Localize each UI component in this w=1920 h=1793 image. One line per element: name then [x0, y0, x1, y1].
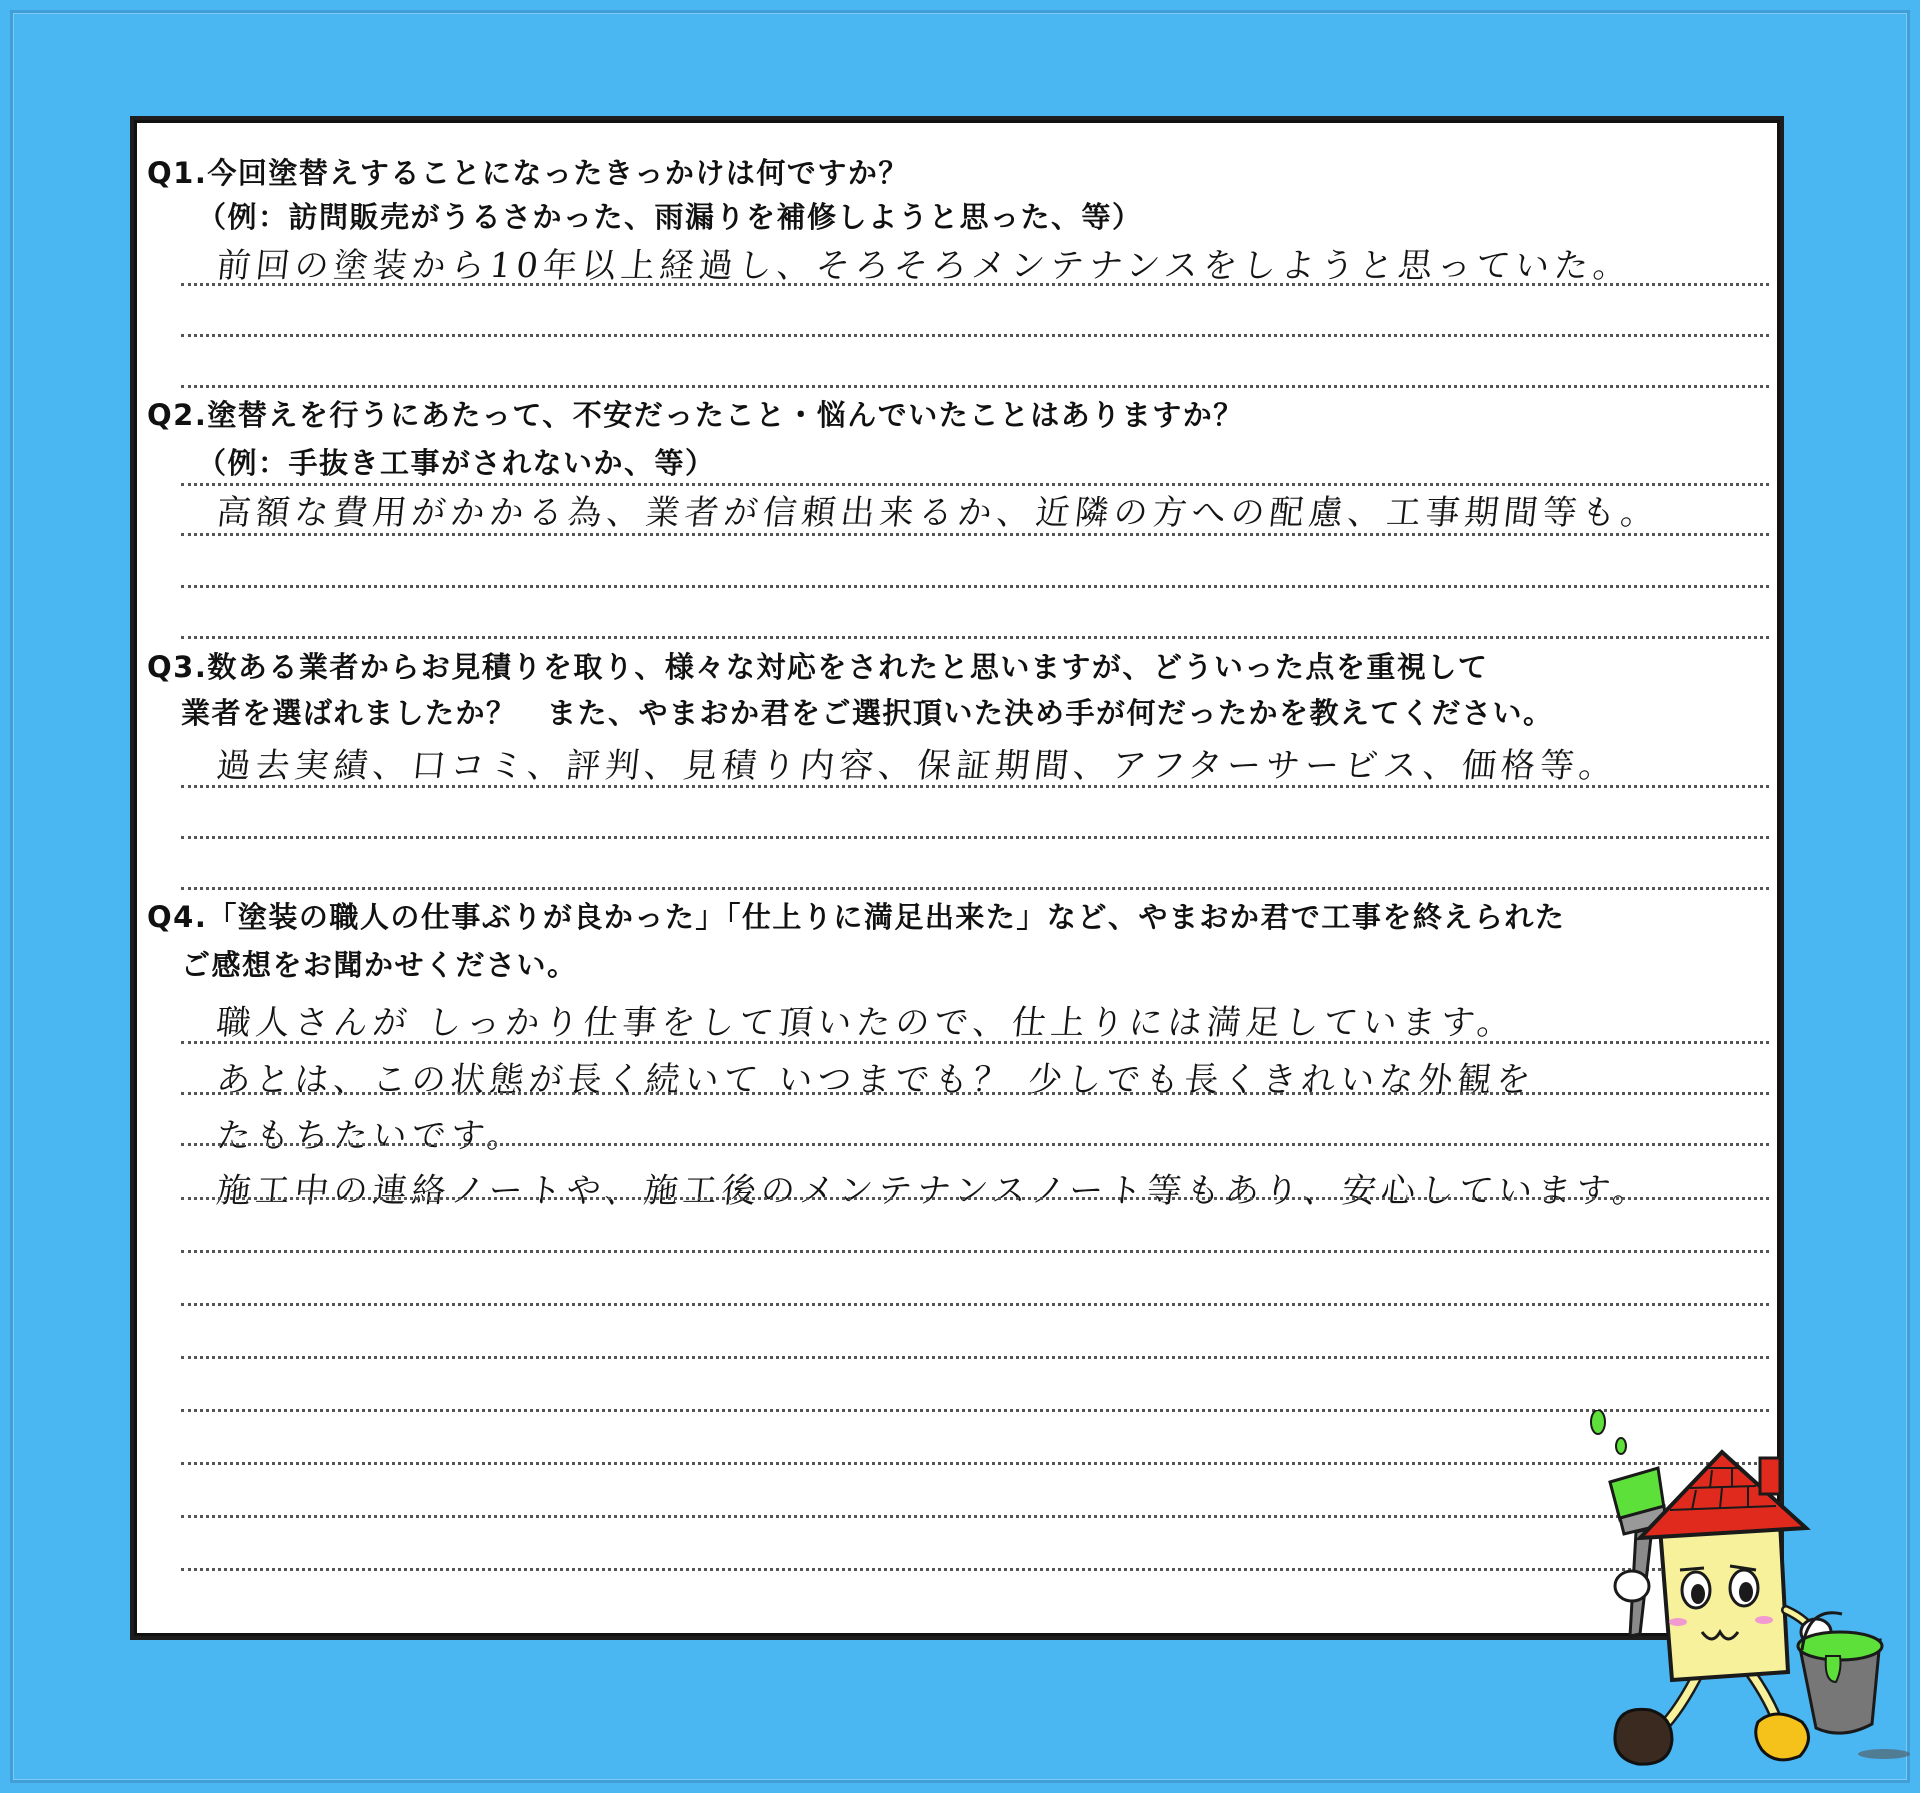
answer-line-rule: [181, 1092, 1769, 1095]
question-1-number: Q1.: [147, 156, 208, 190]
mascot-left-hand: [1615, 1571, 1649, 1601]
answer-3-line-1: 過去実績、口コミ、評判、見積り内容、保証期間、アフターサービス、価格等。: [214, 746, 1621, 786]
answer-line-rule: [181, 636, 1769, 639]
answer-4-line-4: 施工中の連絡ノートや、施工後のメンテナンスノート等もあり、安心しています。: [214, 1171, 1654, 1211]
question-3-text: 数ある業者からお見積りを取り、様々な対応をされたと思いますが、どういった点を重視して: [207, 650, 1489, 684]
question-4-number: Q4.: [147, 900, 208, 934]
answer-line-rule: [181, 887, 1769, 890]
question-2-example: （例：手抜き工事がされないか、等）: [197, 446, 716, 480]
answer-line-rule: [181, 1041, 1769, 1044]
answer-line-rule: [181, 533, 1769, 536]
answer-line-rule: [181, 1356, 1769, 1359]
question-1: [147, 151, 909, 192]
question-2-number: Q2.: [147, 398, 208, 432]
mascot-right-shoe: [1756, 1714, 1809, 1760]
answer-line-rule: [181, 1303, 1769, 1306]
answer-2-line-1: 高額な費用がかかる為、業者が信頼出来るか、近隣の方への配慮、工事期間等も。: [214, 493, 1662, 533]
answer-line-rule: [181, 1197, 1769, 1200]
answer-line-rule: [181, 1143, 1769, 1146]
answer-1-line-1: 前回の塗装から10年以上経過し、そろそろメンテナンスをしようと思っていた。: [214, 246, 1635, 286]
paint-brush-icon: [1610, 1468, 1666, 1636]
answer-line-rule: [181, 283, 1769, 286]
answer-4-line-3: たもちたいです。: [214, 1116, 529, 1156]
answer-line-rule: [181, 334, 1769, 337]
paint-drop-icon: [1591, 1410, 1605, 1434]
answer-4-line-2: あとは、この状態が長く続いて いつまでも？ 少しでも長くきれいな外観を: [214, 1060, 1538, 1100]
question-3-number: Q3.: [147, 650, 208, 684]
answer-line-rule: [181, 1250, 1769, 1253]
answer-line-rule: [181, 585, 1769, 588]
answer-line-rule: [181, 785, 1769, 788]
paint-drop-icon: [1616, 1438, 1626, 1454]
question-4-continued: ご感想をお聞かせください。: [181, 948, 578, 982]
question-2-text: 塗替えを行うにあたって、不安だったこと・悩んでいたことはありますか？: [207, 398, 1244, 432]
answer-4-line-1: 職人さんが しっかり仕事をして頂いたので、仕上りには満足しています。: [214, 1003, 1519, 1043]
answer-line-rule: [181, 1462, 1769, 1465]
question-4: [147, 895, 1565, 936]
question-3: [147, 645, 1488, 686]
answer-line-rule: [181, 1515, 1769, 1518]
answer-line-rule: [181, 385, 1769, 388]
question-3-continued: 業者を選ばれましたか？ また、やまおか君をご選択頂いた決め手が何だったかを教えてください。: [181, 696, 1554, 730]
answer-line-rule: [181, 1409, 1769, 1412]
house-mascot-illustration: [1580, 1410, 1920, 1790]
answer-line-rule: [181, 1568, 1769, 1571]
mascot-left-shoe: [1615, 1709, 1672, 1764]
answer-line-rule: [181, 836, 1769, 839]
question-1-text: 今回塗替えすることになったきっかけは何ですか？: [207, 156, 909, 190]
mascot-house-body: [1660, 1522, 1788, 1680]
questionnaire-sheet: [134, 120, 1780, 1636]
question-1-example: （例：訪問販売がうるさかった、雨漏りを補修しようと思った、等）: [197, 200, 1143, 234]
question-2: [147, 393, 1244, 434]
question-4-text: 「塗装の職人の仕事ぶりが良かった」「仕上りに満足出来た」など、やまおか君で工事を終えられた: [207, 900, 1566, 934]
